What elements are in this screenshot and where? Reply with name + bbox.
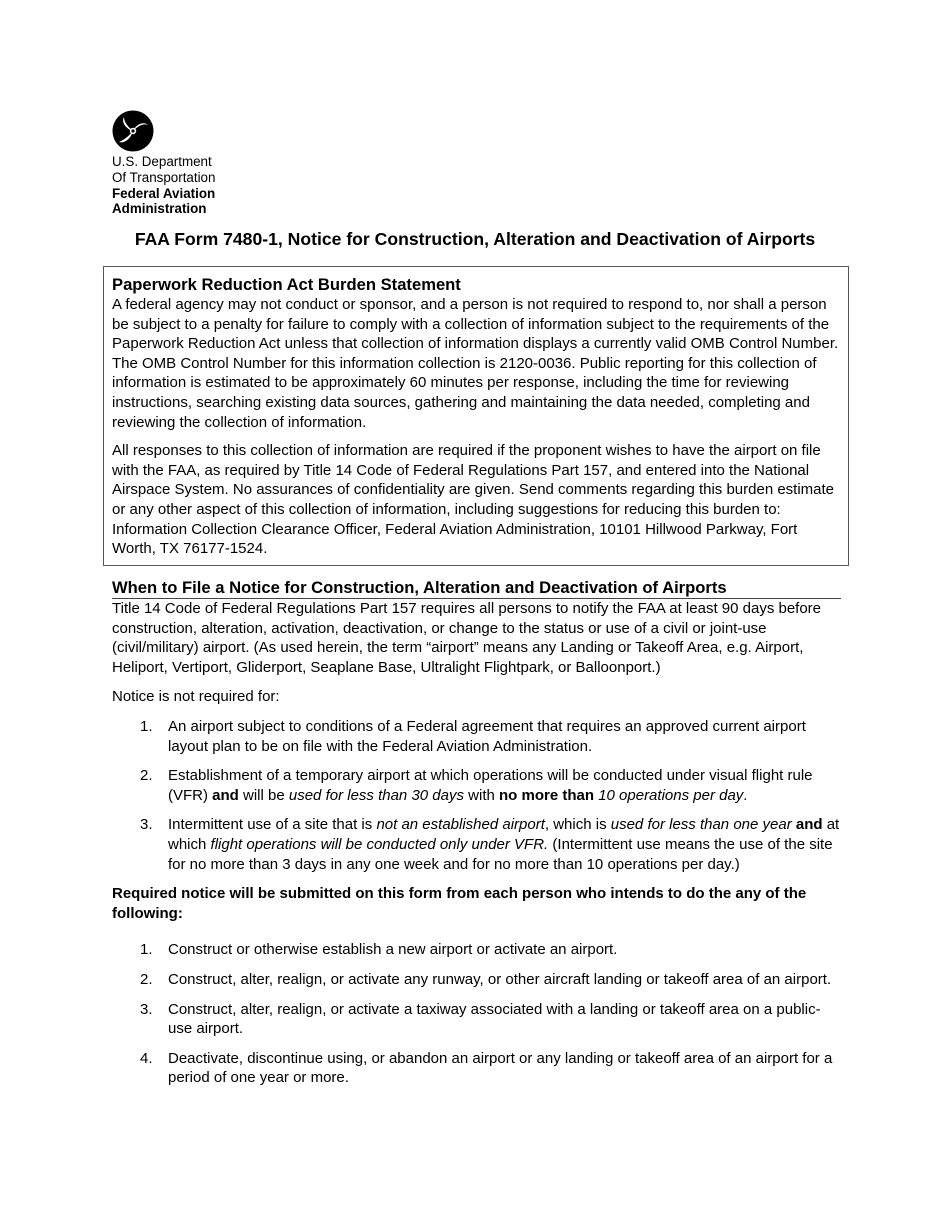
list-number: 2. [140,767,153,785]
not-required-label: Notice is not required for: [112,688,280,706]
list-text: Construct, alter, realign, or activate any runway, or other aircraft landing or takeoff area of an airport. [168,970,832,988]
page-title: FAA Form 7480-1, Notice for Construction, Alteration and Deactivation of Airports [134,229,816,249]
agency-block [112,110,215,217]
list-number: 3. [140,816,153,834]
agency-line-bold: Federal Aviation [112,185,216,201]
list-item [112,815,841,874]
when-to-file-section [112,578,841,1098]
not-required-list [112,717,841,874]
list-text: will be [238,786,289,804]
list-text: Construct, alter, realign, or activate a taxiway associated with a landing or takeoff area on a public-use airport. [168,1000,821,1038]
list-number: 1. [140,941,153,959]
pra-paragraph: A federal agency may not conduct or sponsor, and a person is not required to respond to, nor shall a person be subject to a penalty for failure to comply with a collection of information subject to the requirements of the Paperwork Reduction Act unless that collection of information displays a currently valid OMB Control Number. The OMB Control Number for this information collection is 2120-0036. Public reporting for this collection of information is estimated to be approximately 60 minutes per response, including the time for reviewing instructions, searching existing data sources, gathering and maintaining the data needed, completing and reviewing the collection of information. [112,296,839,431]
required-list [112,940,841,1088]
list-text: An airport subject to conditions of a Federal agreement that requires an approved current airport layout plan to be on file with the Federal Aviation Administration. [168,717,806,755]
agency-line-bold: Administration [112,201,207,217]
list-text-italic: flight operations will be conducted only under VFR. [210,835,549,853]
list-number: 2. [140,970,153,988]
dot-triskelion-logo-icon [112,110,154,152]
list-item [112,1000,841,1039]
list-item [112,717,841,756]
paperwork-reduction-box [103,266,849,566]
list-text: . [743,786,748,804]
agency-line: Of Transportation [112,169,216,185]
list-number: 1. [140,717,153,735]
list-text-bold: and [212,786,239,804]
list-text: Intermittent use of a site that is [168,816,377,834]
pra-heading: Paperwork Reduction Act Burden Statement [112,275,461,294]
list-text-italic: not an established airport [376,816,545,834]
list-text-bold: no more than [499,786,595,804]
list-number: 3. [140,1000,153,1018]
intro-paragraph: Title 14 Code of Federal Regulations Part 157 requires all persons to notify the FAA at least 90 days before construction, alteration, activation, deactivation, or change to the status or use of a civil or joint-use (civil/military) airport. (As used herein, the term “airport” means any Landing or Takeoff Area, e.g. Airport, Heliport, Vertiport, Gliderport, Seaplane Base, Ultralight Flightpark, or Balloonport.) [112,600,822,676]
list-text: , which is [544,816,611,834]
list-text-italic: used for less than 30 days [288,786,464,804]
list-text: Deactivate, discontinue using, or abandon an airport or any landing or takeoff area of an airport for a period of one year or more. [168,1049,833,1087]
pra-paragraph: All responses to this collection of information are required if the proponent wishes to have the airport on file with the FAA, as required by Title 14 Code of Federal Regulations Part 157, and entered into the National Airspace System. No assurances of confidentiality are given. Send comments regarding this burden estimate or any other aspect of this collection of information, including suggestions for reducing this burden to: Information Collection Clearance Officer, Federal Aviation Administration, 10101 Hillwood Parkway, Fort Worth, TX 76177-1524. [112,442,835,558]
list-item [112,970,841,990]
section-heading: When to File a Notice for Construction, Alteration and Deactivation of Airports [112,578,841,599]
agency-name [112,154,215,217]
list-item [112,1049,841,1088]
list-text: Construct or otherwise establish a new airport or activate an airport. [168,941,618,959]
list-text-bold: and [795,816,823,834]
list-text: at which [168,816,840,853]
list-item [112,940,841,960]
list-text: Establishment of a temporary airport at which operations will be conducted under visual flight rule (VFR) [168,767,813,804]
list-number: 4. [140,1049,153,1067]
required-label: Required notice will be submitted on this form from each person who intends to do the any of the following: [112,885,807,922]
list-text-italic: 10 operations per day [598,786,744,804]
agency-line: U.S. Department [112,154,212,169]
list-item [112,766,841,805]
list-text: with [463,786,499,804]
list-text: (Intermittent use means the use of the site for no more than 3 days in any one week and for no more than 10 operations per day.) [168,835,833,873]
list-text-italic: used for less than one year [610,816,792,834]
